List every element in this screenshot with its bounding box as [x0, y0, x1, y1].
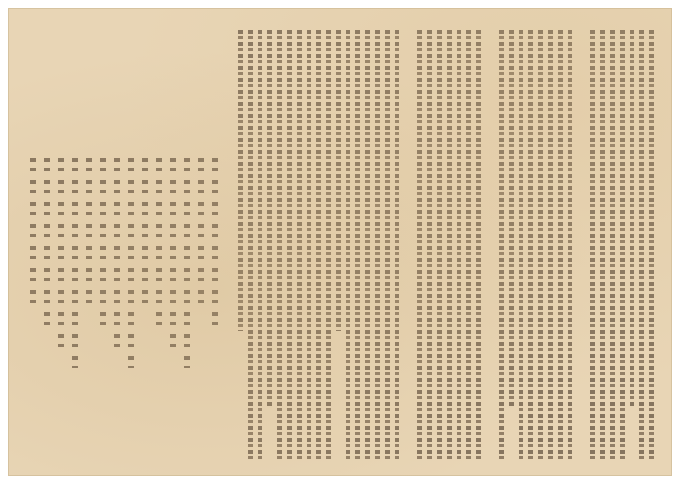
text-column — [355, 30, 360, 460]
text-column — [287, 30, 292, 460]
text-column — [568, 30, 573, 460]
signature-column — [86, 158, 92, 308]
text-column — [375, 30, 380, 460]
text-column — [509, 30, 514, 408]
text-column — [365, 30, 370, 460]
signature-column — [114, 158, 120, 348]
column-gap — [404, 30, 412, 460]
text-column — [307, 30, 312, 460]
text-column — [447, 30, 452, 460]
signature-column — [212, 158, 218, 328]
text-column — [336, 30, 341, 331]
signature-column — [30, 158, 36, 308]
signature-column — [128, 158, 134, 368]
column-gap — [486, 30, 494, 460]
signature-column — [44, 158, 50, 328]
signature-column — [156, 158, 162, 328]
text-column — [466, 30, 471, 460]
signature-column — [170, 158, 176, 348]
text-column — [267, 30, 272, 408]
body-text-columns — [238, 30, 654, 460]
text-column — [326, 30, 331, 460]
text-column — [519, 30, 524, 460]
text-column — [528, 30, 533, 460]
signature-column — [142, 158, 148, 308]
text-column — [258, 30, 263, 460]
text-column — [538, 30, 543, 460]
text-column — [558, 30, 563, 460]
text-column — [620, 30, 625, 460]
signature-column — [198, 158, 204, 308]
text-column — [437, 30, 442, 460]
text-column — [417, 30, 422, 460]
column-gap — [577, 30, 585, 460]
text-column — [297, 30, 302, 460]
text-column — [238, 30, 243, 331]
signature-column — [72, 158, 78, 368]
text-column — [346, 30, 351, 460]
text-column — [610, 30, 615, 460]
signature-column — [58, 158, 64, 348]
text-column — [277, 30, 282, 460]
text-column — [630, 30, 635, 408]
text-column — [316, 30, 321, 460]
signature-column — [184, 158, 190, 368]
text-column — [248, 30, 253, 460]
signature-block — [20, 158, 230, 408]
text-column — [395, 30, 400, 460]
text-column — [385, 30, 390, 460]
document-sheet — [8, 8, 672, 476]
text-column — [427, 30, 432, 460]
text-column — [600, 30, 605, 460]
text-column — [639, 30, 644, 460]
text-column — [548, 30, 553, 460]
signature-column — [100, 158, 106, 328]
text-column — [476, 30, 481, 460]
text-column — [590, 30, 595, 460]
text-column — [457, 30, 462, 460]
text-column — [649, 30, 654, 460]
text-column — [499, 30, 504, 460]
